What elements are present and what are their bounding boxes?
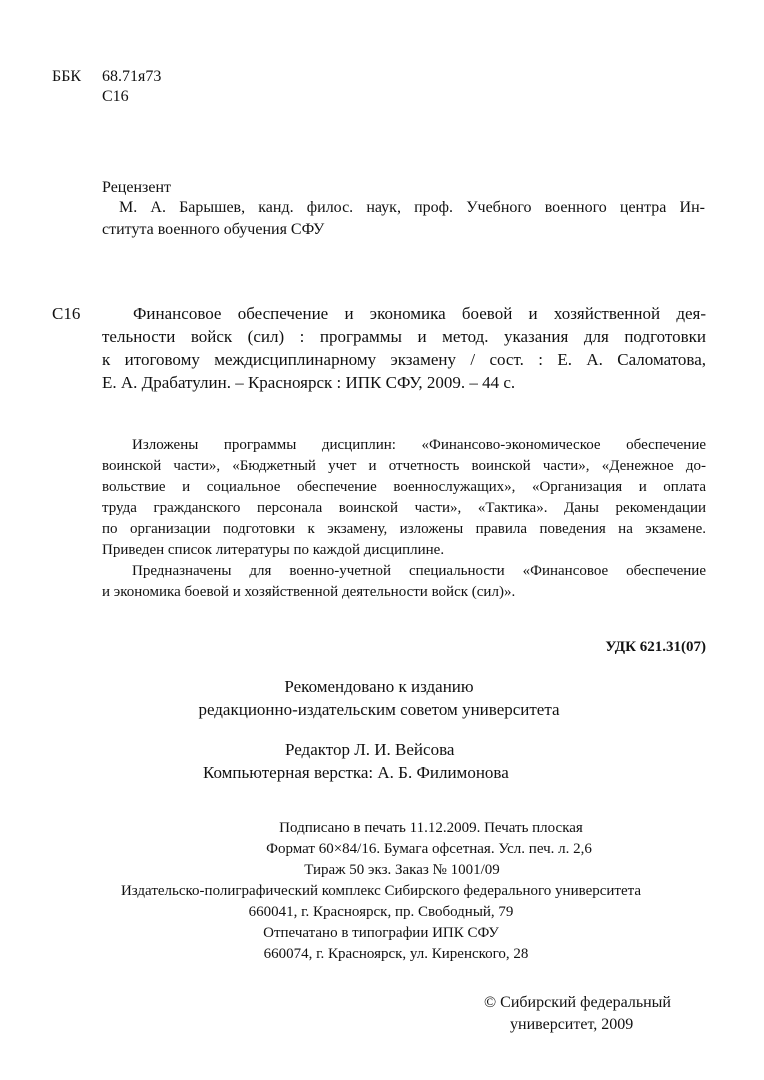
annotation bbox=[102, 435, 706, 603]
bibliography-line: к итоговому междисциплинарному экзамену / сост. : Е. А. Саломатова, bbox=[102, 350, 706, 369]
reviewer-label: Рецензент bbox=[102, 179, 171, 196]
bbk-author-code: С16 bbox=[102, 88, 129, 105]
imprint bbox=[52, 818, 710, 965]
annotation-line: воинской части», «Бюджетный учет и отчетность воинской части», «Денежное до- bbox=[102, 458, 706, 474]
bibliography-line: Е. А. Драбатулин. – Красноярск : ИПК СФУ, 2009. – 44 с. bbox=[102, 373, 516, 392]
layout-credit: Компьютерная верстка: А. Б. Филимонова bbox=[203, 763, 509, 782]
bibliography-line: Финансовое обеспечение и экономика боевой и хозяйственной дея- bbox=[133, 304, 706, 323]
imprint-line: Издательско-полиграфический комплекс Сибирского федерального университета bbox=[120, 883, 642, 899]
reviewer-text bbox=[102, 197, 705, 241]
imprint-line: Отпечатано в типографии ИПК СФУ bbox=[263, 925, 499, 941]
imprint-line: 660041, г. Красноярск, пр. Свободный, 79 bbox=[248, 904, 514, 920]
annotation-line: Изложены программы дисциплин: «Финансово-экономическое обеспечение bbox=[132, 437, 706, 453]
annotation-line: Приведен список литературы по каждой дисциплине. bbox=[102, 542, 445, 558]
copyright-line: © Сибирский федеральный bbox=[484, 994, 671, 1011]
credits bbox=[203, 738, 509, 784]
udk-code: УДК 621.31(07) bbox=[605, 639, 706, 655]
bbk-label: ББК bbox=[52, 68, 82, 85]
imprint-line: Подписано в печать 11.12.2009. Печать плоская bbox=[279, 820, 583, 836]
copyright-line: университет, 2009 bbox=[510, 1016, 634, 1033]
imprint-line: Тираж 50 экз. Заказ № 1001/09 bbox=[304, 862, 500, 878]
annotation-line: Предназначены для военно-учетной специальности «Финансовое обеспечение bbox=[132, 563, 706, 579]
recommendation bbox=[102, 675, 656, 721]
annotation-line: по организации подготовки к экзамену, изложены правила поведения на экзамене. bbox=[102, 521, 706, 537]
reviewer-line: ститута военного обучения СФУ bbox=[102, 221, 325, 238]
bibliography-line: тельности войск (сил) : программы и метод. указания для подготовки bbox=[102, 327, 706, 346]
imprint-line: Формат 60×84/16. Бумага офсетная. Усл. печ. л. 2,6 bbox=[266, 841, 592, 857]
bibliography-record bbox=[102, 302, 706, 394]
recommendation-line: редакционно-издательским советом университета bbox=[198, 700, 560, 719]
recommendation-line: Рекомендовано к изданию bbox=[284, 677, 474, 696]
imprint-line: 660074, г. Красноярск, ул. Киренского, 28 bbox=[263, 946, 529, 962]
bibliography-code: С16 bbox=[52, 304, 81, 323]
reviewer-line: М. А. Барышев, канд. филос. наук, проф. Учебного военного центра Ин- bbox=[119, 199, 705, 216]
editor-credit: Редактор Л. И. Вейсова bbox=[285, 740, 455, 759]
copyright bbox=[484, 992, 671, 1036]
annotation-line: вольствие и социальное обеспечение военнослужащих», «Организация и оплата bbox=[102, 479, 706, 495]
bbk-code: 68.71я73 bbox=[102, 68, 162, 85]
annotation-line: труда гражданского персонала воинской части», «Тактика». Даны рекомендации bbox=[102, 500, 706, 516]
annotation-line: и экономика боевой и хозяйственной деятельности войск (сил)». bbox=[102, 584, 516, 600]
